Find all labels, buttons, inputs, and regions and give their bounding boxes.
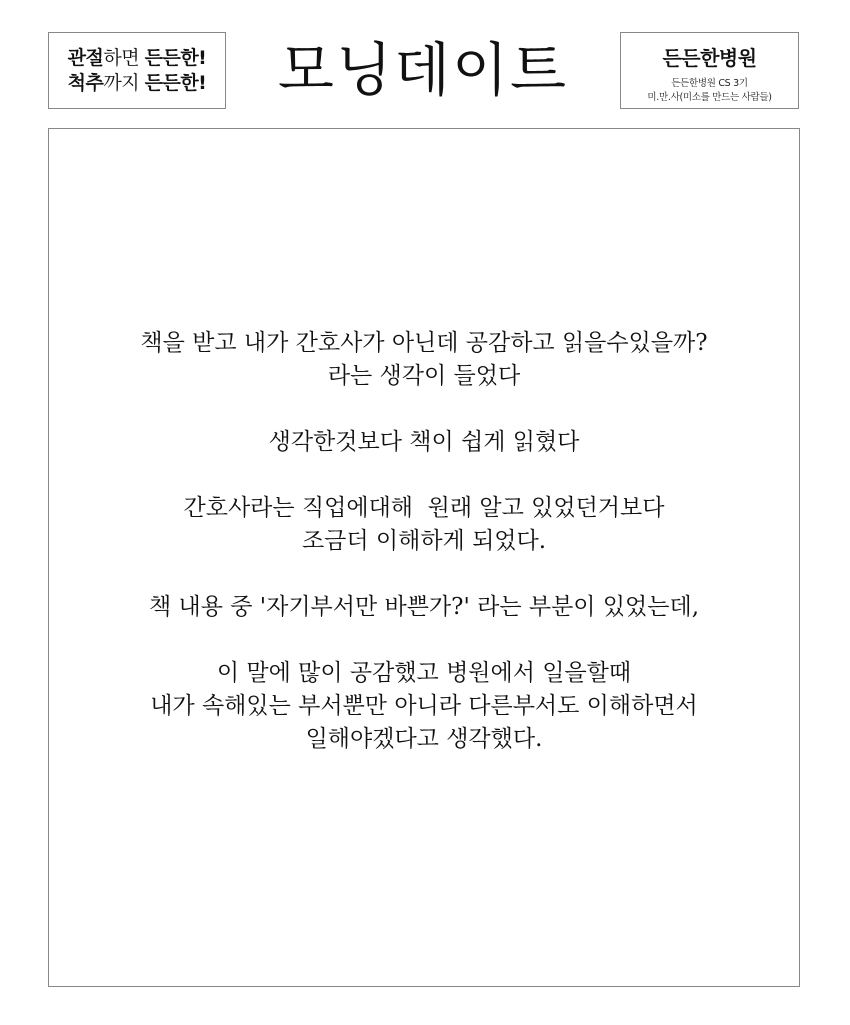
text-line: 책 내용 중 '자기부서만 바쁜가?' 라는 부분이 있었는데, — [148, 594, 700, 620]
paragraph — [49, 426, 799, 459]
review-text — [49, 327, 799, 789]
content-frame — [48, 128, 800, 987]
text-line: 생각한것보다 책이 쉽게 읽혔다 — [268, 429, 580, 455]
brand-name: 든든한병원 — [662, 46, 757, 70]
slogan-text: 까지 — [103, 71, 145, 94]
paragraph — [49, 327, 799, 393]
text-line: 이 말에 많이 공감했고 병원에서 일을할때 — [216, 660, 632, 686]
slogan-keyword: 관절 — [67, 46, 104, 69]
text-line: 간호사라는 직업에대해 원래 알고 있었던거보다 — [183, 495, 665, 521]
paragraph — [49, 492, 799, 558]
text-line: 책을 받고 내가 간호사가 아닌데 공감하고 읽을수있을까? — [140, 330, 708, 356]
paragraph — [49, 657, 799, 756]
brand-team: 미.만.사(미소를 만드는 사람들) — [647, 92, 772, 103]
paragraph — [49, 591, 799, 624]
brand-box — [620, 32, 799, 109]
slogan-emphasis: 든든한! — [144, 71, 207, 94]
text-line: 라는 생각이 들었다 — [327, 363, 521, 389]
text-line: 조금더 이해하게 되었다. — [301, 528, 547, 554]
text-line: 내가 속해있는 부서뿐만 아니라 다른부서도 이해하면서 — [150, 693, 698, 719]
slogan-line-2 — [68, 71, 207, 96]
slogan-emphasis: 든든한! — [144, 46, 207, 69]
slogan-line-1 — [68, 46, 207, 71]
text-line: 일해야겠다고 생각했다. — [305, 726, 543, 752]
slogan-text: 하면 — [103, 46, 145, 69]
slogan-keyword: 척추 — [67, 71, 104, 94]
page-title: 모닝데이트 — [277, 36, 569, 104]
slogan-box — [48, 32, 226, 109]
brand-subtitle: 든든한병원 CS 3기 — [671, 78, 748, 89]
